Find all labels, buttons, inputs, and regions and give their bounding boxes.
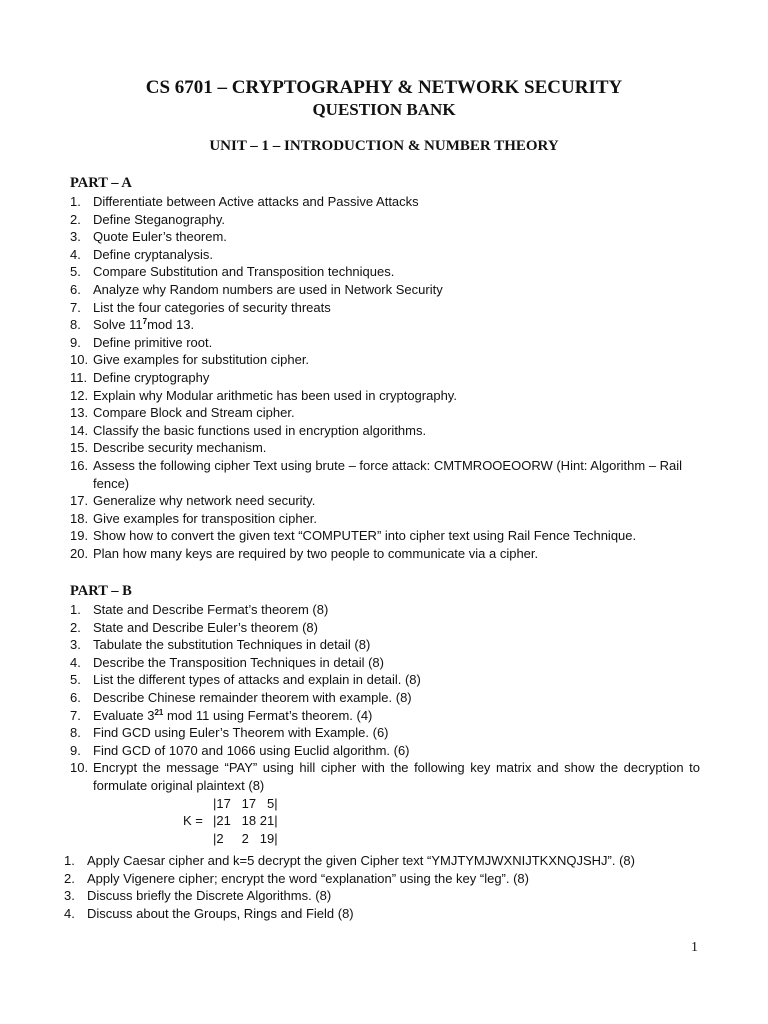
question-text-prefix: Solve 11: [93, 317, 143, 333]
question-item: [70, 211, 700, 229]
question-number: 12.: [70, 387, 89, 403]
matrix-row-text: |21 18 21|: [213, 813, 278, 829]
question-text: Encrypt the message “PAY” using hill cipher with the following key matrix and show the decryption to formulate original plaintext (8): [93, 760, 700, 793]
question-text-prefix: Evaluate 3: [93, 707, 155, 723]
matrix-row: [70, 812, 700, 830]
question-text: Plan how many keys are required by two people to communicate via a cipher.: [93, 545, 539, 561]
question-item: [64, 887, 700, 905]
page-number: 1: [691, 940, 698, 955]
matrix-row-text: |17 17 5|: [213, 795, 278, 811]
question-item: [70, 422, 700, 440]
question-item: [70, 439, 700, 457]
question-text: Give examples for substitution cipher.: [93, 352, 310, 368]
question-item: [70, 759, 700, 794]
question-text-suffix: mod 13.: [147, 317, 195, 333]
question-item: [70, 334, 700, 352]
question-text: Classify the basic functions used in encryption algorithms.: [93, 422, 427, 438]
question-text-suffix: mod 11 using Fermat’s theorem. (4): [163, 707, 373, 723]
question-item: [70, 689, 700, 707]
question-item: [70, 263, 700, 281]
question-number: 1.: [64, 853, 75, 868]
question-number: 9.: [70, 742, 81, 758]
question-number: 6.: [70, 689, 81, 705]
question-text: Compare Block and Stream cipher.: [93, 405, 295, 421]
question-number: 18.: [70, 510, 89, 526]
question-item: [70, 228, 700, 246]
question-item: [70, 619, 700, 637]
question-text: Define cryptanalysis.: [93, 246, 213, 262]
part-b-heading: PART – B: [70, 583, 132, 599]
question-item: [64, 905, 700, 923]
question-text: Apply Caesar cipher and k=5 decrypt the given Cipher text “YMJTYMJWXNIJTKXNQJSHJ”. (8): [87, 853, 635, 868]
course-title: CS 6701 – CRYPTOGRAPHY & NETWORK SECURITY: [145, 77, 623, 98]
question-number: 2.: [70, 211, 81, 227]
question-item: [70, 369, 700, 387]
question-item: [70, 707, 700, 725]
question-number: 17.: [70, 493, 89, 509]
question-text: List the four categories of security threats: [93, 299, 331, 315]
question-number: 11.: [70, 369, 88, 385]
question-item: [70, 724, 700, 742]
matrix-row-text: |2 2 19|: [213, 830, 278, 846]
question-text: Describe security mechanism.: [93, 440, 267, 456]
question-number: 7.: [70, 299, 81, 315]
matrix-row: [70, 830, 700, 848]
matrix-row: [70, 795, 700, 813]
question-number: 9.: [70, 334, 81, 350]
question-text: Describe Chinese remainder theorem with example. (8): [93, 689, 412, 705]
question-number: 2.: [70, 619, 81, 635]
part-b-additional-question-list: [64, 852, 700, 922]
question-item: [70, 281, 700, 299]
question-number: 15.: [70, 440, 89, 456]
question-number: 4.: [64, 905, 75, 921]
question-text: Assess the following cipher Text using brute – force attack: CMTMROOEOORW (Hint: Algorithm – Rail fence): [93, 457, 683, 491]
question-number: 16.: [70, 457, 89, 473]
question-number: 1.: [70, 194, 81, 209]
question-item: [70, 246, 700, 264]
question-number: 20.: [70, 545, 89, 561]
question-number: 13.: [70, 405, 89, 421]
matrix-block: [70, 795, 700, 848]
question-number: 5.: [70, 672, 81, 688]
question-text: Discuss briefly the Discrete Algorithms. (8): [87, 888, 332, 904]
question-text: Find GCD using Euler’s Theorem with Example. (6): [93, 725, 389, 741]
question-number: 19.: [70, 528, 89, 544]
question-number: 8.: [70, 725, 81, 741]
question-text: Explain why Modular arithmetic has been used in cryptography.: [93, 387, 457, 403]
question-item: [70, 527, 700, 545]
question-item: [70, 387, 700, 405]
part-a-question-list: [70, 193, 700, 562]
question-text: Give examples for transposition cipher.: [93, 510, 317, 526]
question-item: [70, 636, 700, 654]
exponent: 21: [154, 707, 164, 717]
question-text: Compare Substitution and Transposition techniques.: [93, 264, 395, 280]
question-text: Differentiate between Active attacks and Passive Attacks: [93, 194, 419, 209]
question-text: State and Describe Euler’s theorem (8): [93, 619, 318, 635]
question-number: 2.: [64, 870, 75, 886]
document-title: QUESTION BANK: [312, 100, 456, 119]
question-item: [64, 852, 700, 870]
key-matrix: [70, 795, 700, 848]
question-item: [70, 601, 700, 619]
question-number: 3.: [70, 637, 81, 653]
question-text: Define cryptography: [93, 369, 210, 385]
question-text: Generalize why network need security.: [93, 493, 316, 509]
question-text: Describe the Transposition Techniques in detail (8): [93, 654, 384, 670]
question-text: Apply Vigenere cipher; encrypt the word “explanation” using the key “leg”. (8): [87, 870, 529, 886]
question-item: [70, 316, 700, 334]
question-text: Analyze why Random numbers are used in Network Security: [93, 281, 443, 297]
part-a-heading: PART – A: [70, 175, 132, 191]
question-item: [70, 193, 700, 211]
question-number: 10.: [70, 760, 89, 776]
question-number: 3.: [64, 888, 75, 904]
question-text: Quote Euler’s theorem.: [93, 229, 227, 245]
question-number: 1.: [70, 602, 81, 617]
question-item: [64, 870, 700, 888]
question-number: 4.: [70, 246, 81, 262]
question-text: Find GCD of 1070 and 1066 using Euclid algorithm. (6): [93, 742, 410, 758]
question-item: [70, 671, 700, 689]
question-item: [70, 351, 700, 369]
question-text: Tabulate the substitution Techniques in detail (8): [93, 637, 371, 653]
question-item: [70, 404, 700, 422]
question-item: [70, 545, 700, 563]
question-text: Define primitive root.: [93, 334, 213, 350]
question-text: Define Steganography.: [93, 211, 226, 227]
question-number: 6.: [70, 281, 81, 297]
question-item: [70, 510, 700, 528]
question-text: State and Describe Fermat’s theorem (8): [93, 602, 329, 617]
question-number: 5.: [70, 264, 81, 280]
question-item: [70, 492, 700, 510]
question-number: 8.: [70, 317, 81, 333]
question-number: 10.: [70, 352, 89, 368]
question-item: [70, 742, 700, 760]
question-text: List the different types of attacks and explain in detail. (8): [93, 672, 421, 688]
question-item: [70, 654, 700, 672]
question-item: [70, 457, 700, 492]
exponent: 7: [142, 317, 148, 327]
question-number: 14.: [70, 422, 89, 438]
question-item: [70, 299, 700, 317]
question-number: 7.: [70, 707, 81, 723]
question-number: 3.: [70, 229, 81, 245]
matrix-label: K =: [183, 813, 203, 829]
question-number: 4.: [70, 654, 81, 670]
part-b-question-list: [70, 601, 700, 847]
question-text: Show how to convert the given text “COMPUTER” into cipher text using Rail Fence Technique.: [93, 528, 637, 544]
question-text: Discuss about the Groups, Rings and Field (8): [87, 905, 354, 921]
unit-title: UNIT – 1 – INTRODUCTION & NUMBER THEORY: [209, 138, 559, 154]
